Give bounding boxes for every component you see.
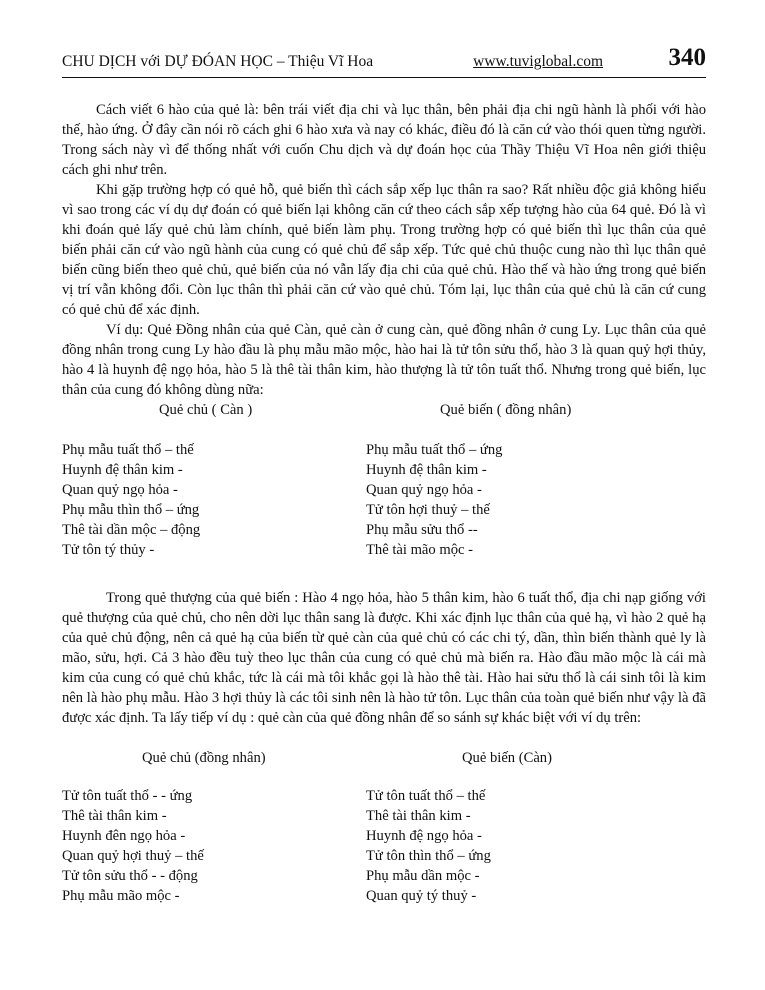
list-item: Quan quỷ ngọ hỏa - — [366, 482, 482, 498]
list-item: Phụ mẫu dần mộc - — [366, 868, 480, 884]
paragraph-1: Cách viết 6 hào của quẻ là: bên trái viết địa chi và lục thân, bên phải địa chi ngũ hành là phối với hào thế, hào ứng. Ở đây cần nói rõ cách ghi 6 hào xưa và nay có khác, điều đó là căn cứ vào thói quen từng người. Trong sách này vì để thống nhất với cuốn Chu dịch và dự đoán học của Thầy Thiệu Vĩ Hoa nên giới thiệu cách ghi như trên. — [62, 102, 706, 178]
example1-left-heading: Quẻ chủ ( Càn ) — [159, 402, 253, 418]
page-number: 340 — [668, 44, 706, 71]
list-item: Phụ mẫu sửu thổ -- — [366, 522, 478, 538]
example1-headings — [62, 400, 706, 420]
paragraph-2: Khi gặp trường hợp có quẻ hỗ, quẻ biến thì cách sắp xếp lục thân ra sao? Rất nhiều độc giả không hiểu vì sao trong các ví dụ dự đoán có quẻ biến lại không căn cứ theo cách sắp xếp tượng hào của 64 quẻ. Đó là vì khi đoán quẻ lấy quẻ chủ làm chính, quẻ biến làm phụ. Trong trường hợp có quẻ biến thì lục thân của quẻ biến phải căn cứ vào ngũ hành của cung có quẻ chủ để sắp xếp. Tức quẻ chủ thuộc cung nào thì lục thân quẻ biến cũng biến theo quẻ chủ, quẻ biến của nó vẫn lấy địa chi của quẻ chủ. Hào thế và hào ứng trong quẻ biến vị trí vẫn không đổi. Còn lục thân thì phải căn cứ vào quẻ chủ. Tóm lại, lục thân của quẻ chủ là căn cứ cung có quẻ chủ để xác định. — [62, 182, 706, 318]
list-item: Tử tôn tuất thổ - - ứng — [62, 788, 193, 804]
list-item: Phụ mẫu mão mộc - — [62, 888, 180, 904]
example2-lists — [62, 786, 706, 906]
list-item: Phụ mẫu tuất thổ – ứng — [366, 442, 503, 458]
list-item: Tử tôn tuất thổ – thế — [366, 788, 486, 804]
example2-left-list — [62, 786, 366, 906]
example1-left-list — [62, 440, 366, 560]
example1-lists — [62, 440, 706, 560]
list-item: Thê tài thân kim - — [62, 808, 167, 824]
example2-left-heading: Quẻ chủ (đồng nhân) — [142, 750, 266, 766]
example2-right-list — [366, 786, 706, 906]
paragraph-4: Trong quẻ thượng của quẻ biến : Hào 4 ngọ hỏa, hào 5 thân kim, hào 6 tuất thổ, địa chi nạp giống với quẻ thượng của quẻ chủ, cho nên dời lục thân sang là được. Khi xác định lục thân của quẻ hạ, vì hào 2 quẻ hạ của quẻ chủ động, nên cả quẻ hạ của biến từ quẻ càn của quẻ chủ có các chi tý, dần, thìn biến thành quẻ ly là mão, sửu, hợi. Cả 3 hào đều tuỳ theo lục thân của cung có quẻ chủ mà biến ra. Hào đầu mão mộc là cái mà kim của cung có quẻ chủ khắc, tức là cái mà tôi khắc gọi là hào thê tài. Hào hai sửu thổ là cái sinh tôi là kim nên là hào phụ mẫu. Hào 3 hợi thủy là các tôi sinh nên là hào tử tôn. Lục thân của toàn quẻ biến như vậy là đã được xác định. Ta lấy tiếp ví dụ : quẻ càn của quẻ đồng nhân để so sánh sự khác biệt với ví dụ trên: — [62, 590, 706, 726]
example2-headings — [62, 748, 706, 768]
list-item: Quan quỷ hợi thuỷ – thế — [62, 848, 204, 864]
list-item: Tử tôn sửu thổ - - động — [62, 868, 198, 884]
list-item: Tử tôn thìn thổ – ứng — [366, 848, 491, 864]
page-header — [62, 44, 706, 78]
list-item: Huynh đên ngọ hỏa - — [62, 828, 186, 844]
list-item: Tử tôn tý thủy - — [62, 542, 155, 558]
list-item: Thê tài mão mộc - — [366, 542, 473, 558]
list-item: Phụ mẫu thìn thổ – ứng — [62, 502, 200, 518]
list-item: Huynh đệ thân kim - — [62, 462, 183, 478]
paragraph-3: Ví dụ: Quẻ Đồng nhân của quẻ Càn, quẻ càn ở cung càn, quẻ đồng nhân ở cung Ly. Lục thân của quẻ đồng nhân trong cung Ly hào đầu là phụ mẫu mão mộc, hào hai là tử tôn sửu thổ, hào 3 là quan quỷ hợi thủy, hào 4 là huynh đệ ngọ hỏa, hào 5 là thê tài thân kim, hào thượng là tử tôn tuất thổ. Nhưng trong quẻ biến, lục thân của cung đó không dùng nữa: — [62, 322, 706, 398]
example1-right-heading: Quẻ biến ( đồng nhân) — [440, 402, 572, 418]
list-item: Phụ mẫu tuất thổ – thế — [62, 442, 194, 458]
list-item: Quan quỷ tý thuỷ - — [366, 888, 477, 904]
list-item: Thê tài thân kim - — [366, 808, 471, 824]
list-item: Huynh đệ ngọ hỏa - — [366, 828, 482, 844]
book-title: CHU DỊCH với DỰ ĐÓAN HỌC – Thiệu Vĩ Hoa — [62, 53, 374, 70]
example2-right-heading: Quẻ biến (Càn) — [462, 750, 552, 766]
list-item: Thê tài dần mộc – động — [62, 522, 201, 538]
example1-right-list — [366, 440, 706, 560]
list-item: Huynh đệ thân kim - — [366, 462, 487, 478]
list-item: Quan quỷ ngọ hỏa - — [62, 482, 178, 498]
website-link[interactable]: www.tuviglobal.com — [473, 53, 604, 70]
list-item: Tử tôn hợi thuỷ – thế — [366, 502, 490, 518]
